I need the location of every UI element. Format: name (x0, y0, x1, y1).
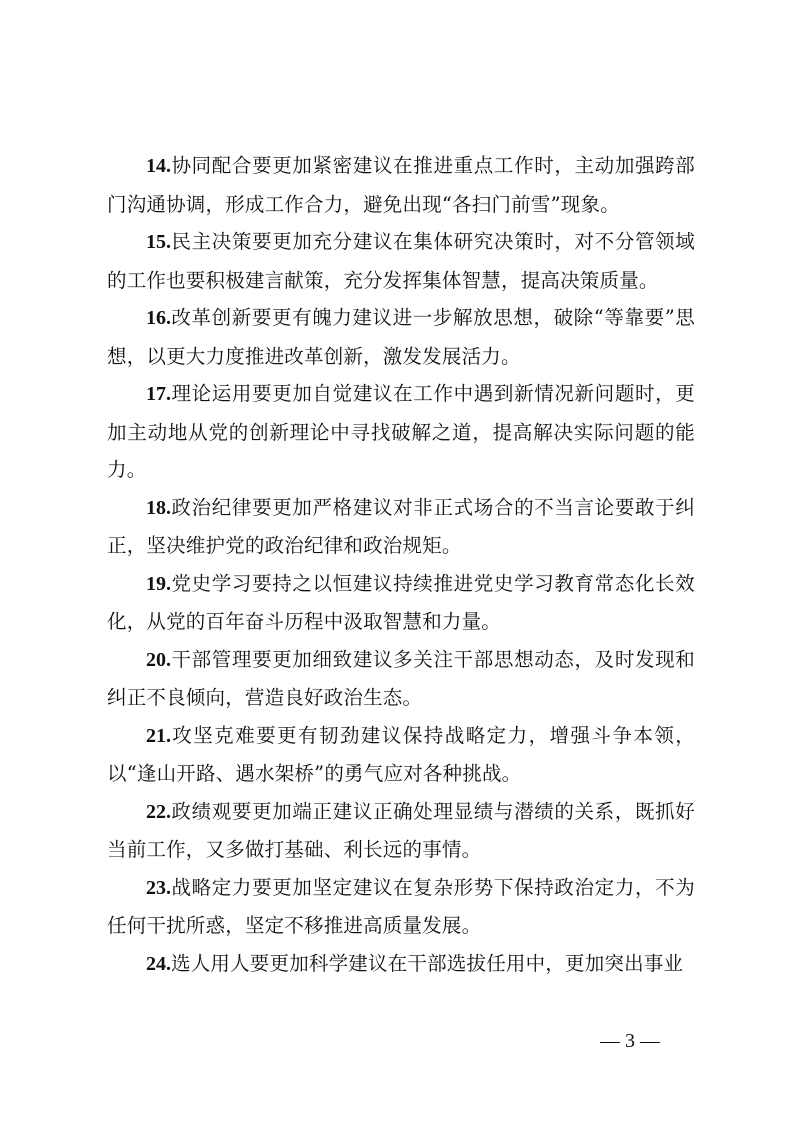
item-text: 攻坚克难要更有韧劲建议保持战略定力，增强斗争本领，以“逢山开路、遇水架桥”的勇气应对各种挑战。 (107, 723, 695, 785)
item-number: 20. (146, 648, 171, 671)
paragraph-item-21 (107, 717, 695, 793)
item-text: 民主决策要更加充分建议在集体研究决策时，对不分管领域的工作也要积极建言献策，充分发挥集体智慧，提高决策质量。 (107, 230, 695, 292)
item-text: 改革创新要更有魄力建议进一步解放思想，破除“等靠要”思想，以更大力度推进改革创新，激发发展活力。 (107, 306, 695, 368)
item-text: 理论运用要更加自觉建议在工作中遇到新情况新问题时，更加主动地从党的创新理论中寻找破解之道，提高解决实际问题的能力。 (107, 382, 695, 481)
item-number: 16. (146, 307, 171, 329)
item-text: 干部管理要更加细致建议多关注干部思想动态，及时发现和纠正不良倾向，营造良好政治生态。 (107, 647, 695, 709)
item-text: 党史学习要持之以恒建议持续推进党史学习教育常态化长效化，从党的百年奋斗历程中汲取智慧和力量。 (107, 571, 695, 633)
item-number: 17. (146, 383, 171, 405)
paragraph-item-18 (107, 489, 695, 565)
item-number: 14. (146, 155, 171, 177)
paragraph-item-14 (107, 147, 695, 223)
item-number: 22. (146, 800, 171, 823)
paragraph-item-22 (107, 793, 695, 869)
item-text: 协同配合要更加紧密建议在推进重点工作时，主动加强跨部门沟通协调，形成工作合力，避免出现“各扫门前雪”现象。 (107, 154, 695, 216)
paragraph-item-23 (107, 869, 695, 945)
item-number: 18. (146, 496, 171, 519)
document-body (107, 147, 695, 983)
item-number: 15. (146, 231, 171, 253)
page-number: — 3 — (600, 1030, 660, 1052)
item-number: 24. (146, 952, 171, 975)
item-text: 战略定力要更加坚定建议在复杂形势下保持政治定力，不为任何干扰所惑，坚定不移推进高质量发展。 (107, 875, 695, 937)
item-text: 政治纪律要更加严格建议对非正式场合的不当言论要敢于纠正，坚决维护党的政治纪律和政治规矩。 (107, 495, 695, 557)
paragraph-item-16 (107, 299, 695, 375)
item-number: 21. (146, 724, 171, 747)
item-text: 政绩观要更加端正建议正确处理显绩与潜绩的关系，既抓好当前工作，又多做打基础、利长远的事情。 (107, 799, 695, 861)
item-number: 23. (146, 876, 171, 899)
item-number: 19. (146, 572, 171, 595)
paragraph-item-19 (107, 565, 695, 641)
paragraph-item-20 (107, 641, 695, 717)
paragraph-item-24 (107, 945, 695, 984)
paragraph-item-15 (107, 223, 695, 299)
item-text: 选人用人要更加科学建议在干部选拔任用中，更加突出事业 (171, 951, 684, 975)
paragraph-item-17 (107, 375, 695, 489)
